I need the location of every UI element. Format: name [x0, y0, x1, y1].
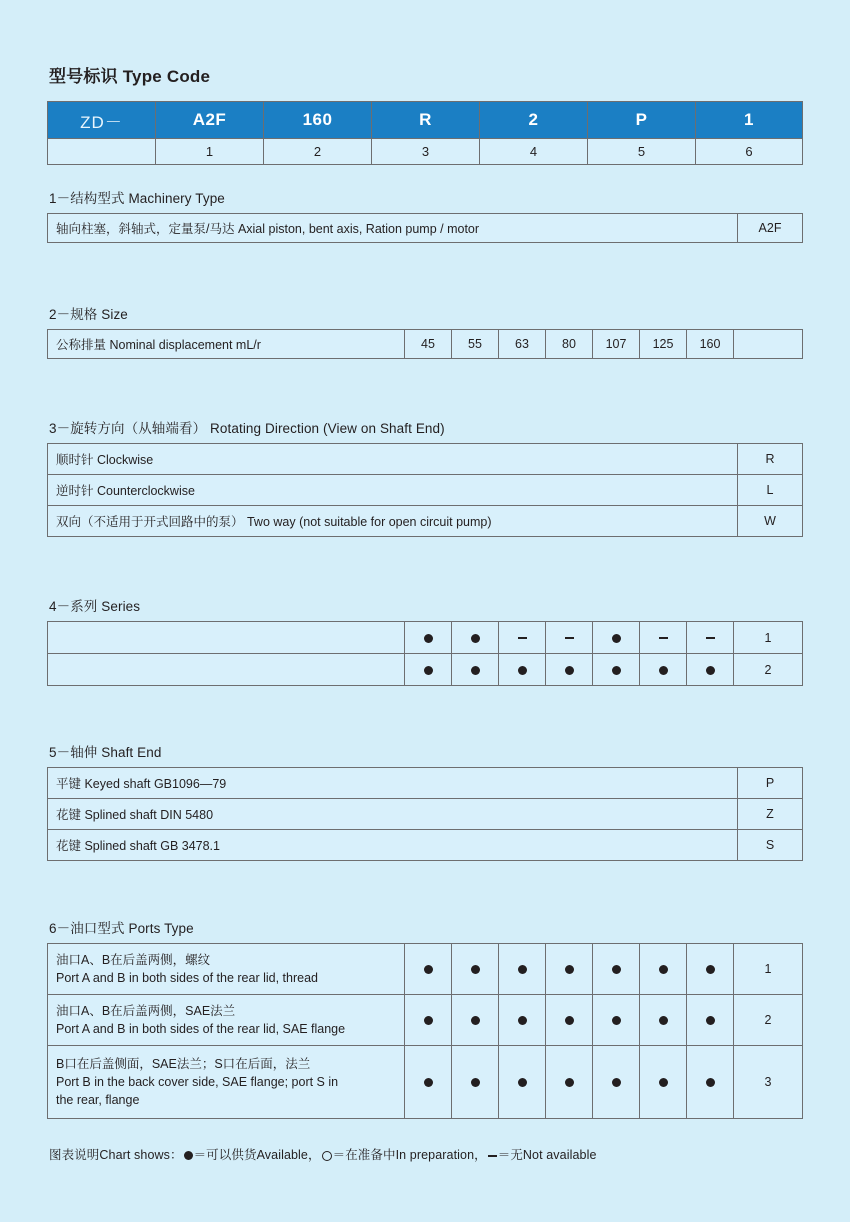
- shaft-end-table: [47, 767, 803, 861]
- section-series: [47, 595, 803, 686]
- available-dot-icon: [471, 1016, 480, 1025]
- available-dot-icon: [424, 666, 433, 675]
- size-value-1: 55: [452, 330, 499, 359]
- size-value-5: 125: [640, 330, 687, 359]
- type-code-segment-1: A2F: [156, 102, 264, 139]
- section-size: [47, 303, 803, 359]
- type-code-index-6: 6: [696, 139, 803, 165]
- table-row: [48, 622, 803, 654]
- available-dot-icon: [612, 634, 621, 643]
- shaft-end-code-0: P: [738, 768, 803, 799]
- series-code-1: 2: [734, 654, 803, 686]
- ports-type-mark-1-0: [405, 995, 452, 1046]
- ports-type-mark-1-3: [546, 995, 593, 1046]
- series-mark-0-1: [452, 622, 499, 654]
- type-code-segment-0: ZD－: [48, 102, 156, 139]
- ports-type-label-0: [48, 944, 405, 995]
- type-code-segment-5: P: [588, 102, 696, 139]
- not-available-dash-icon: [565, 637, 574, 639]
- available-dot-icon: [518, 1016, 527, 1025]
- rotating-direction-table: [47, 443, 803, 537]
- series-mark-0-2: [499, 622, 546, 654]
- size-code-placeholder: [734, 330, 803, 359]
- not-available-dash-icon: [659, 637, 668, 639]
- rotating-direction-code-0: R: [738, 444, 803, 475]
- ports-type-label-en2-2: the rear, flange: [56, 1093, 140, 1108]
- section-heading-series: 4－系列 Series: [49, 599, 141, 614]
- page-title: 型号标识 Type Code: [49, 67, 211, 86]
- available-dot-icon: [471, 666, 480, 675]
- rotating-direction-code-2: W: [738, 506, 803, 537]
- ports-type-mark-2-0: [405, 1046, 452, 1119]
- rotating-direction-code-1: L: [738, 475, 803, 506]
- series-mark-1-5: [640, 654, 687, 686]
- ports-type-label-1: [48, 995, 405, 1046]
- size-table: [47, 329, 803, 359]
- series-label-1: [48, 654, 405, 686]
- series-mark-0-4: [593, 622, 640, 654]
- ports-type-mark-0-2: [499, 944, 546, 995]
- available-dot-icon: [706, 666, 715, 675]
- shaft-end-label-0: 平键 Keyed shaft GB1096—79: [48, 768, 738, 799]
- ports-type-mark-0-4: [593, 944, 640, 995]
- ports-type-mark-1-5: [640, 995, 687, 1046]
- series-mark-1-4: [593, 654, 640, 686]
- section-heading-rotating-direction: 3－旋转方向（从轴端看） Rotating Direction (View on Shaft End): [49, 421, 445, 436]
- ports-type-mark-0-0: [405, 944, 452, 995]
- series-mark-1-6: [687, 654, 734, 686]
- type-code-index-row: [48, 139, 803, 165]
- ports-type-mark-2-3: [546, 1046, 593, 1119]
- ports-type-mark-2-2: [499, 1046, 546, 1119]
- available-dot-icon: [612, 1078, 621, 1087]
- available-dot-icon: [659, 666, 668, 675]
- ports-type-table: [47, 943, 803, 1119]
- chart-legend: [49, 1145, 803, 1163]
- table-row: [48, 506, 803, 537]
- size-label: 公称排量 Nominal displacement mL/r: [48, 330, 405, 359]
- table-row: [48, 799, 803, 830]
- table-row: [48, 1046, 803, 1119]
- section-heading-size: 2－规格 Size: [49, 307, 128, 322]
- table-row: [48, 654, 803, 686]
- spacer: [47, 861, 803, 917]
- spacer: [47, 359, 803, 417]
- ports-type-label-en-1: Port A and B in both sides of the rear lid, SAE flange: [56, 1022, 346, 1036]
- table-row: [48, 475, 803, 506]
- size-value-6: 160: [687, 330, 734, 359]
- ports-type-mark-0-3: [546, 944, 593, 995]
- ports-type-mark-2-1: [452, 1046, 499, 1119]
- ports-type-mark-2-4: [593, 1046, 640, 1119]
- section-ports-type: [47, 917, 803, 1119]
- available-dot-icon: [659, 965, 668, 974]
- ports-type-mark-0-1: [452, 944, 499, 995]
- available-dot-icon: [184, 1151, 193, 1160]
- available-dot-icon: [565, 1016, 574, 1025]
- table-row: [48, 944, 803, 995]
- shaft-end-code-1: Z: [738, 799, 803, 830]
- available-dot-icon: [612, 965, 621, 974]
- ports-type-code-1: 2: [734, 995, 803, 1046]
- available-dot-icon: [424, 965, 433, 974]
- ports-type-label-en-2: Port B in the back cover side, SAE flange; port S in: [56, 1074, 339, 1089]
- table-row: [48, 830, 803, 861]
- ports-type-label-2: [48, 1046, 405, 1119]
- legend-prefix: 图表说明Chart shows：: [49, 1148, 183, 1162]
- rotating-direction-label-1: 逆时针 Counterclockwise: [48, 475, 738, 506]
- section-heading-shaft-end: 5－轴伸 Shaft End: [49, 745, 162, 760]
- table-row: [48, 768, 803, 799]
- ports-type-label-cn-2: B口在后盖侧面，SAE法兰；S口在后面，法兰: [56, 1056, 311, 1071]
- available-dot-icon: [612, 1016, 621, 1025]
- series-mark-1-2: [499, 654, 546, 686]
- rotating-direction-label-2: 双向（不适用于开式回路中的泵） Two way (not suitable for open circuit pump): [48, 506, 738, 537]
- type-code-segment-4: 2: [480, 102, 588, 139]
- ports-type-mark-2-6: [687, 1046, 734, 1119]
- section-heading-ports-type: 6－油口型式 Ports Type: [49, 921, 194, 936]
- available-dot-icon: [518, 1078, 527, 1087]
- type-code-header-row: [48, 102, 803, 139]
- type-code-segment-2: 160: [264, 102, 372, 139]
- section-machinery-type: [47, 187, 803, 243]
- section-shaft-end: [47, 741, 803, 861]
- ports-type-mark-1-1: [452, 995, 499, 1046]
- machinery-type-label: 轴向柱塞，斜轴式，定量泵/马达 Axial piston, bent axis, Ration pump / motor: [48, 214, 738, 243]
- type-code-index-0: [48, 139, 156, 165]
- type-code-index-1: 1: [156, 139, 264, 165]
- table-row: [48, 330, 803, 359]
- machinery-type-table: [47, 213, 803, 243]
- available-dot-icon: [706, 1016, 715, 1025]
- available-dot-icon: [612, 666, 621, 675]
- available-dot-icon: [659, 1078, 668, 1087]
- available-dot-icon: [424, 1016, 433, 1025]
- shaft-end-label-1: 花键 Splined shaft DIN 5480: [48, 799, 738, 830]
- series-mark-0-5: [640, 622, 687, 654]
- spacer: [47, 537, 803, 595]
- series-label-0: [48, 622, 405, 654]
- size-value-4: 107: [593, 330, 640, 359]
- available-dot-icon: [565, 1078, 574, 1087]
- type-code-index-5: 5: [588, 139, 696, 165]
- machinery-type-code: A2F: [738, 214, 803, 243]
- available-dot-icon: [518, 965, 527, 974]
- available-dot-icon: [565, 666, 574, 675]
- ports-type-code-0: 1: [734, 944, 803, 995]
- series-mark-0-0: [405, 622, 452, 654]
- available-dot-icon: [706, 965, 715, 974]
- not-available-dash-icon: [488, 1155, 497, 1157]
- available-dot-icon: [471, 634, 480, 643]
- ports-type-mark-0-6: [687, 944, 734, 995]
- legend-not-available: ＝无Not available: [497, 1148, 597, 1162]
- series-mark-1-1: [452, 654, 499, 686]
- ports-type-mark-1-6: [687, 995, 734, 1046]
- ports-type-mark-2-5: [640, 1046, 687, 1119]
- type-code-table: [47, 101, 803, 165]
- type-code-index-2: 2: [264, 139, 372, 165]
- shaft-end-label-2: 花键 Splined shaft GB 3478.1: [48, 830, 738, 861]
- spacer: [47, 686, 803, 741]
- rotating-direction-label-0: 顺时针 Clockwise: [48, 444, 738, 475]
- available-dot-icon: [424, 634, 433, 643]
- available-dot-icon: [659, 1016, 668, 1025]
- size-value-3: 80: [546, 330, 593, 359]
- type-code-index-3: 3: [372, 139, 480, 165]
- ports-type-mark-1-4: [593, 995, 640, 1046]
- available-dot-icon: [565, 965, 574, 974]
- size-value-0: 45: [405, 330, 452, 359]
- series-table: [47, 621, 803, 686]
- available-dot-icon: [518, 666, 527, 675]
- ports-type-label-cn-0: 油口A、B在后盖两侧，螺纹: [56, 952, 211, 967]
- shaft-end-code-2: S: [738, 830, 803, 861]
- ports-type-mark-0-5: [640, 944, 687, 995]
- available-dot-icon: [471, 1078, 480, 1087]
- available-dot-icon: [471, 965, 480, 974]
- legend-available: ＝可以供货Available，: [193, 1148, 321, 1162]
- type-code-segment-6: 1: [696, 102, 803, 139]
- size-value-2: 63: [499, 330, 546, 359]
- not-available-dash-icon: [518, 637, 527, 639]
- series-mark-1-3: [546, 654, 593, 686]
- series-mark-1-0: [405, 654, 452, 686]
- ports-type-label-en-0: Port A and B in both sides of the rear lid, thread: [56, 971, 318, 985]
- ports-type-mark-1-2: [499, 995, 546, 1046]
- series-mark-0-3: [546, 622, 593, 654]
- series-code-0: 1: [734, 622, 803, 654]
- series-mark-0-6: [687, 622, 734, 654]
- section-rotating-direction: [47, 417, 803, 537]
- ports-type-label-cn-1: 油口A、B在后盖两侧，SAE法兰: [56, 1003, 236, 1018]
- legend-in-preparation: ＝在准备中In preparation，: [332, 1148, 487, 1162]
- not-available-dash-icon: [706, 637, 715, 639]
- in-preparation-circle-icon: [322, 1151, 332, 1161]
- table-row: [48, 444, 803, 475]
- spacer: [47, 243, 803, 303]
- section-heading-machinery-type: 1－结构型式 Machinery Type: [49, 191, 225, 206]
- available-dot-icon: [706, 1078, 715, 1087]
- type-code-index-4: 4: [480, 139, 588, 165]
- table-row: [48, 214, 803, 243]
- table-row: [48, 995, 803, 1046]
- type-code-segment-3: R: [372, 102, 480, 139]
- available-dot-icon: [424, 1078, 433, 1087]
- ports-type-code-2: 3: [734, 1046, 803, 1119]
